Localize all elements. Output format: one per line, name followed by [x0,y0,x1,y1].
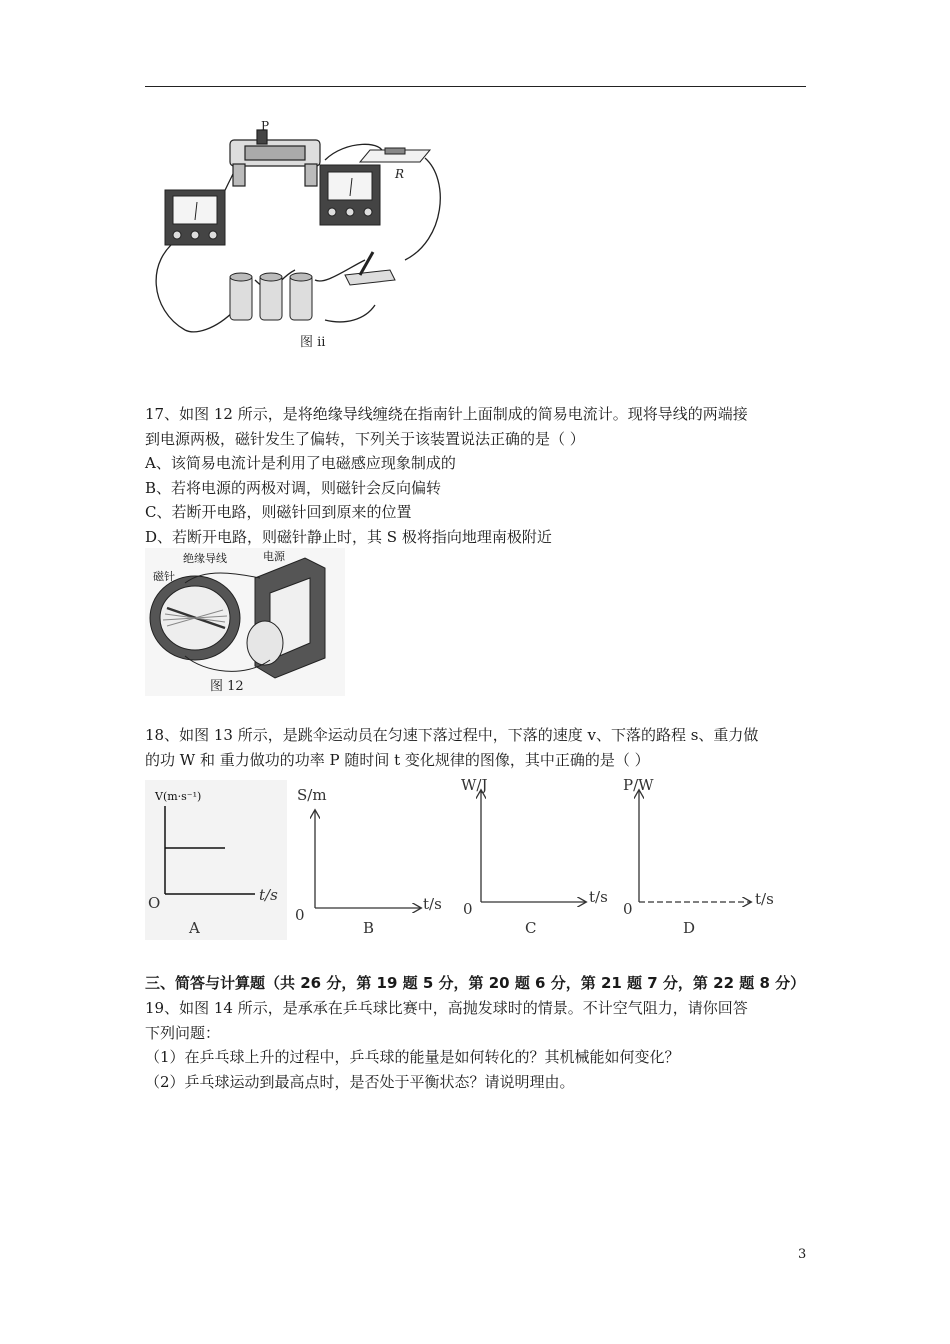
graph-c-xlabel: t/s [589,888,608,906]
q17-stem-line1: 17、如图 12 所示，是将绝缘导线缠绕在指南针上面制成的简易电流计。现将导线的两端接 [145,405,748,423]
label-source: 电源 [263,550,285,563]
q19-sub-question-1: （1）在乒乓球上升的过程中，乒乓球的能量是如何转化的？其机械能如何变化？ [145,1048,680,1066]
graph-b-origin: 0 [295,906,305,924]
graph-a-origin: O [148,894,161,912]
page-number: 3 [798,1247,807,1262]
figure-11-caption: 图 ii [300,335,326,350]
question-17 [145,402,810,549]
graph-b-letter: B [363,919,375,937]
batteries [230,273,312,320]
graph-d-xlabel: t/s [755,890,774,908]
meter-left [165,190,225,245]
q18-stem-line2: 的功 W 和 重力做功的功率 P 随时间 t 变化规律的图像，其中正确的是（ ） [145,750,650,769]
section-3-title: 三、简答与计算题（共 26 分，第 19 题 5 分，第 20 题 6 分，第 21 题 7 分，第 22 题 8 分） [145,974,806,992]
graph-d-origin: 0 [623,900,633,918]
graph-c-ylabel: W/J [461,776,488,794]
graph-a [145,780,287,940]
rheostat [230,130,320,186]
label-wire: 绝缘导线 [183,552,227,565]
question-19 [145,996,810,1094]
graph-b [295,786,442,937]
slider-label: P [261,120,270,133]
q17-option-d: D、若断开电路，则磁针静止时，其 S 极将指向地理南极附近 [145,527,552,546]
figure-11-circuit [145,120,445,350]
graph-d-ylabel: P/W [623,776,654,794]
graph-c [461,776,608,937]
graph-c-origin: 0 [463,900,473,918]
graph-b-ylabel: S/m [297,786,327,804]
switch [345,252,395,285]
graph-b-xlabel: t/s [423,895,442,913]
q19-sub-question-2: （2）乒乓球运动到最高点时，是否处于平衡状态？请说明理由。 [145,1072,575,1091]
q18-stem-line1: 18、如图 13 所示，是跳伞运动员在匀速下落过程中，下落的速度 v、下落的路程 s、重力做 [145,726,759,744]
figure-13-graphs [145,776,790,941]
resistor-r [360,148,430,162]
meter-right [320,165,380,225]
graph-a-letter: A [189,919,200,937]
graph-c-letter: C [525,919,537,937]
q17-stem-line2: 到电源两极，磁针发生了偏转，下列关于该装置说法正确的是（ ） [145,429,585,448]
figure-12-caption: 图 12 [210,679,244,694]
header-rule [145,86,806,87]
compass [150,576,240,660]
label-needle: 磁针 [153,570,175,583]
question-18 [145,723,810,772]
power-source [247,558,325,678]
figure-12-galvanometer [145,548,345,696]
graph-d-letter: D [683,919,696,937]
graph-d [623,776,774,937]
q19-stem-line2: 下列问题： [145,1023,221,1042]
graph-a-ylabel: V(m·s⁻¹) [155,790,202,803]
q17-option-b: B、若将电源的两极对调，则磁针会反向偏转 [145,478,442,497]
q19-stem-line1: 19、如图 14 所示，是承承在乒乓球比赛中，高抛发球时的情景。不计空气阻力，请你回答 [145,999,748,1017]
resistor-label: R [395,167,405,181]
graph-a-xlabel: t/s [259,886,278,904]
q17-option-a: A、该简易电流计是利用了电磁感应现象制成的 [145,454,456,472]
q17-option-c: C、若断开电路，则磁针回到原来的位置 [145,503,412,521]
